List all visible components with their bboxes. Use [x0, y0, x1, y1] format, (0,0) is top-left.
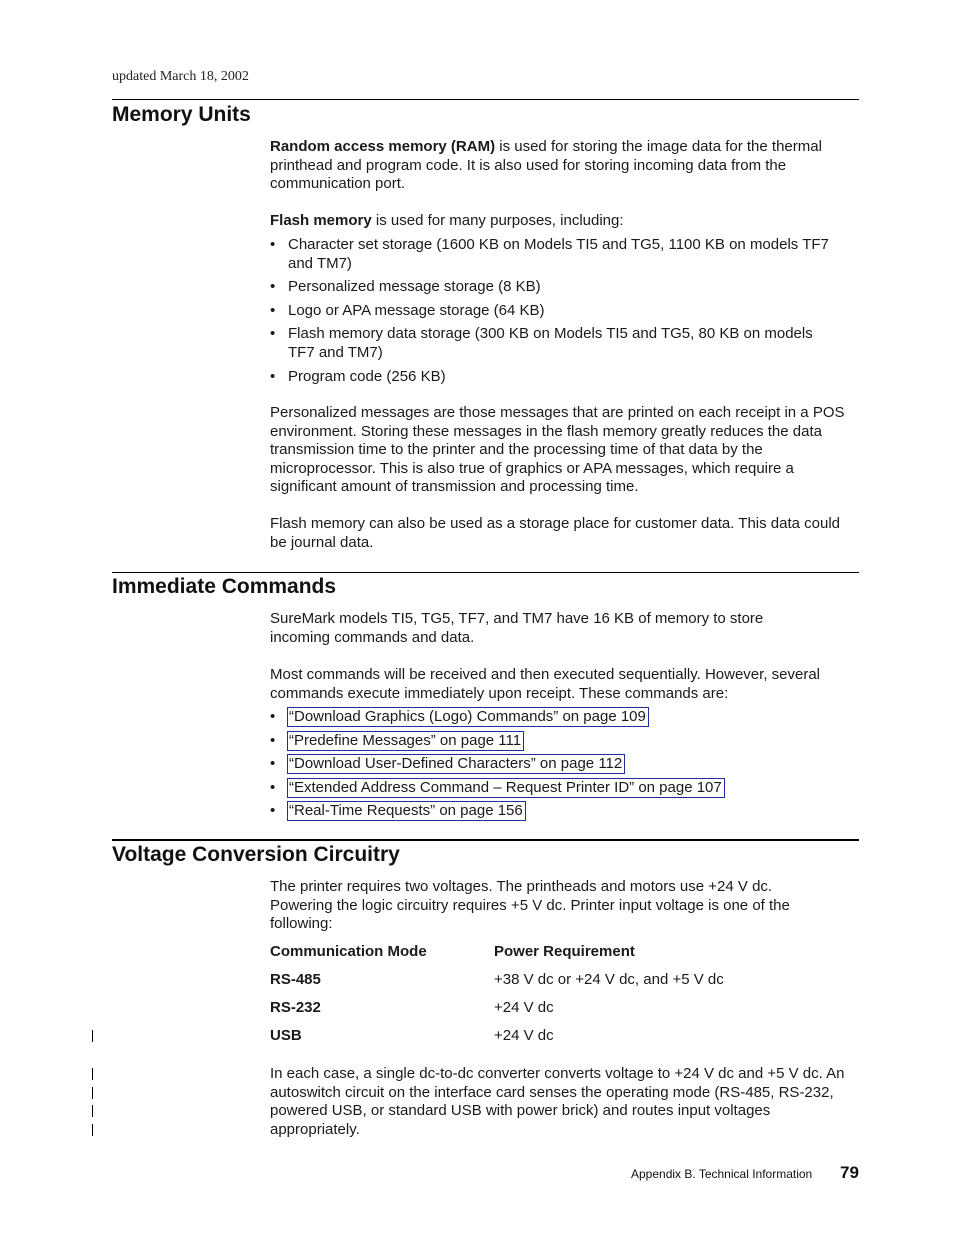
table-header-row	[270, 943, 724, 971]
column-header-mode: Communication Mode	[270, 943, 427, 960]
mode-cell: RS-232	[270, 999, 321, 1016]
mode-cell: USB	[270, 1027, 302, 1044]
link-real-time-requests[interactable]: “Real-Time Requests” on page 156	[289, 802, 523, 820]
flash-description: is used for many purposes, including:	[371, 212, 624, 229]
change-bar	[92, 1087, 93, 1099]
change-bar	[92, 1124, 93, 1136]
list-item: • Flash memory data storage (300 KB on Models TI5 and TG5, 80 KB on models TF7 and TM7)	[270, 325, 813, 361]
section-rule	[112, 839, 859, 841]
immediate-paragraph-1: SureMark models TI5, TG5, TF7, and TM7 have 16 KB of memory to store incoming commands and data.	[270, 610, 764, 646]
list-item: • Logo or APA message storage (64 KB)	[270, 301, 545, 319]
flash-storage-paragraph: Flash memory can also be used as a storage place for customer data. This data could be journal data.	[270, 515, 841, 551]
voltage-paragraph-2: In each case, a single dc-to-dc converter converts voltage to +24 V dc and +5 V dc. An autoswitch circuit on the interface card senses the operating mode (RS-485, RS-232, powered USB, or standard USB with power brick) and routes input voltages appropriately.	[270, 1065, 845, 1138]
immediate-commands-list	[270, 708, 860, 821]
voltage-table-wrapper	[270, 943, 860, 1055]
list-item: • “Predefine Messages” on page 111	[270, 731, 522, 749]
flash-uses-list	[270, 236, 842, 386]
list-item: • Character set storage (1600 KB on Models TI5 and TG5, 1100 KB on models TF7 and TM7)	[270, 236, 829, 272]
change-bar	[92, 1105, 93, 1117]
voltage-paragraph-1: The printer requires two voltages. The printheads and motors use +24 V dc. Powering the logic circuitry requires +5 V dc. Printer input voltage is one of the following:	[270, 878, 790, 933]
section-title-voltage-conversion: Voltage Conversion Circuitry	[112, 843, 400, 866]
updated-date: updated March 18, 2002	[112, 69, 249, 84]
immediate-paragraph-2: Most commands will be received and then executed sequentially. However, several commands execute immediately upon receipt. These commands are:	[270, 666, 821, 702]
voltage-table	[270, 943, 724, 1055]
section-title-immediate-commands: Immediate Commands	[112, 575, 337, 598]
section-title-memory-units: Memory Units	[112, 103, 251, 126]
change-bar	[92, 1068, 93, 1080]
link-predefine-messages[interactable]: “Predefine Messages” on page 111	[289, 731, 522, 749]
link-extended-address-command[interactable]: “Extended Address Command – Request Printer ID” on page 107	[289, 778, 722, 796]
page-number: 79	[840, 1163, 859, 1182]
change-bar	[92, 1030, 93, 1042]
table-row	[270, 971, 724, 999]
flash-paragraph	[270, 212, 860, 231]
table-row	[270, 999, 724, 1027]
flash-term: Flash memory	[270, 212, 372, 229]
list-item: • “Extended Address Command – Request Printer ID” on page 107	[270, 778, 722, 796]
column-header-power: Power Requirement	[494, 943, 635, 960]
list-item: • “Real-Time Requests” on page 156	[270, 802, 523, 820]
list-item: • Personalized message storage (8 KB)	[270, 278, 541, 296]
list-item: • “Download User-Defined Characters” on page 112	[270, 755, 623, 773]
ram-paragraph	[270, 138, 860, 194]
ram-description: is used for storing the image data for the thermal printhead and program code. It is also used for storing incoming data from the communication port.	[270, 138, 822, 193]
section-rule	[112, 572, 859, 573]
section-rule	[112, 99, 859, 100]
list-item: • Program code (256 KB)	[270, 367, 446, 385]
power-cell: +24 V dc	[494, 1027, 554, 1044]
personalized-messages-paragraph: Personalized messages are those messages that are printed on each receipt in a POS environment. Storing these messages in the flash memory greatly reduces the data transmission time to the printer and the processing time of that data by the microprocessor. This is also true of graphics or APA messages, which require a significant amount of transmission and processing time.	[270, 404, 845, 496]
link-download-user-defined-characters[interactable]: “Download User-Defined Characters” on page 112	[289, 755, 623, 773]
power-cell: +38 V dc or +24 V dc, and +5 V dc	[494, 971, 724, 988]
link-download-graphics[interactable]: “Download Graphics (Logo) Commands” on page 109	[289, 708, 646, 725]
table-row	[270, 1027, 724, 1055]
ram-term: Random access memory (RAM)	[270, 138, 496, 155]
footer-section-title: Appendix B. Technical Information	[631, 1167, 813, 1181]
power-cell: +24 V dc	[494, 999, 554, 1016]
list-item: • “Download Graphics (Logo) Commands” on page 109	[270, 708, 646, 725]
mode-cell: RS-485	[270, 971, 321, 988]
